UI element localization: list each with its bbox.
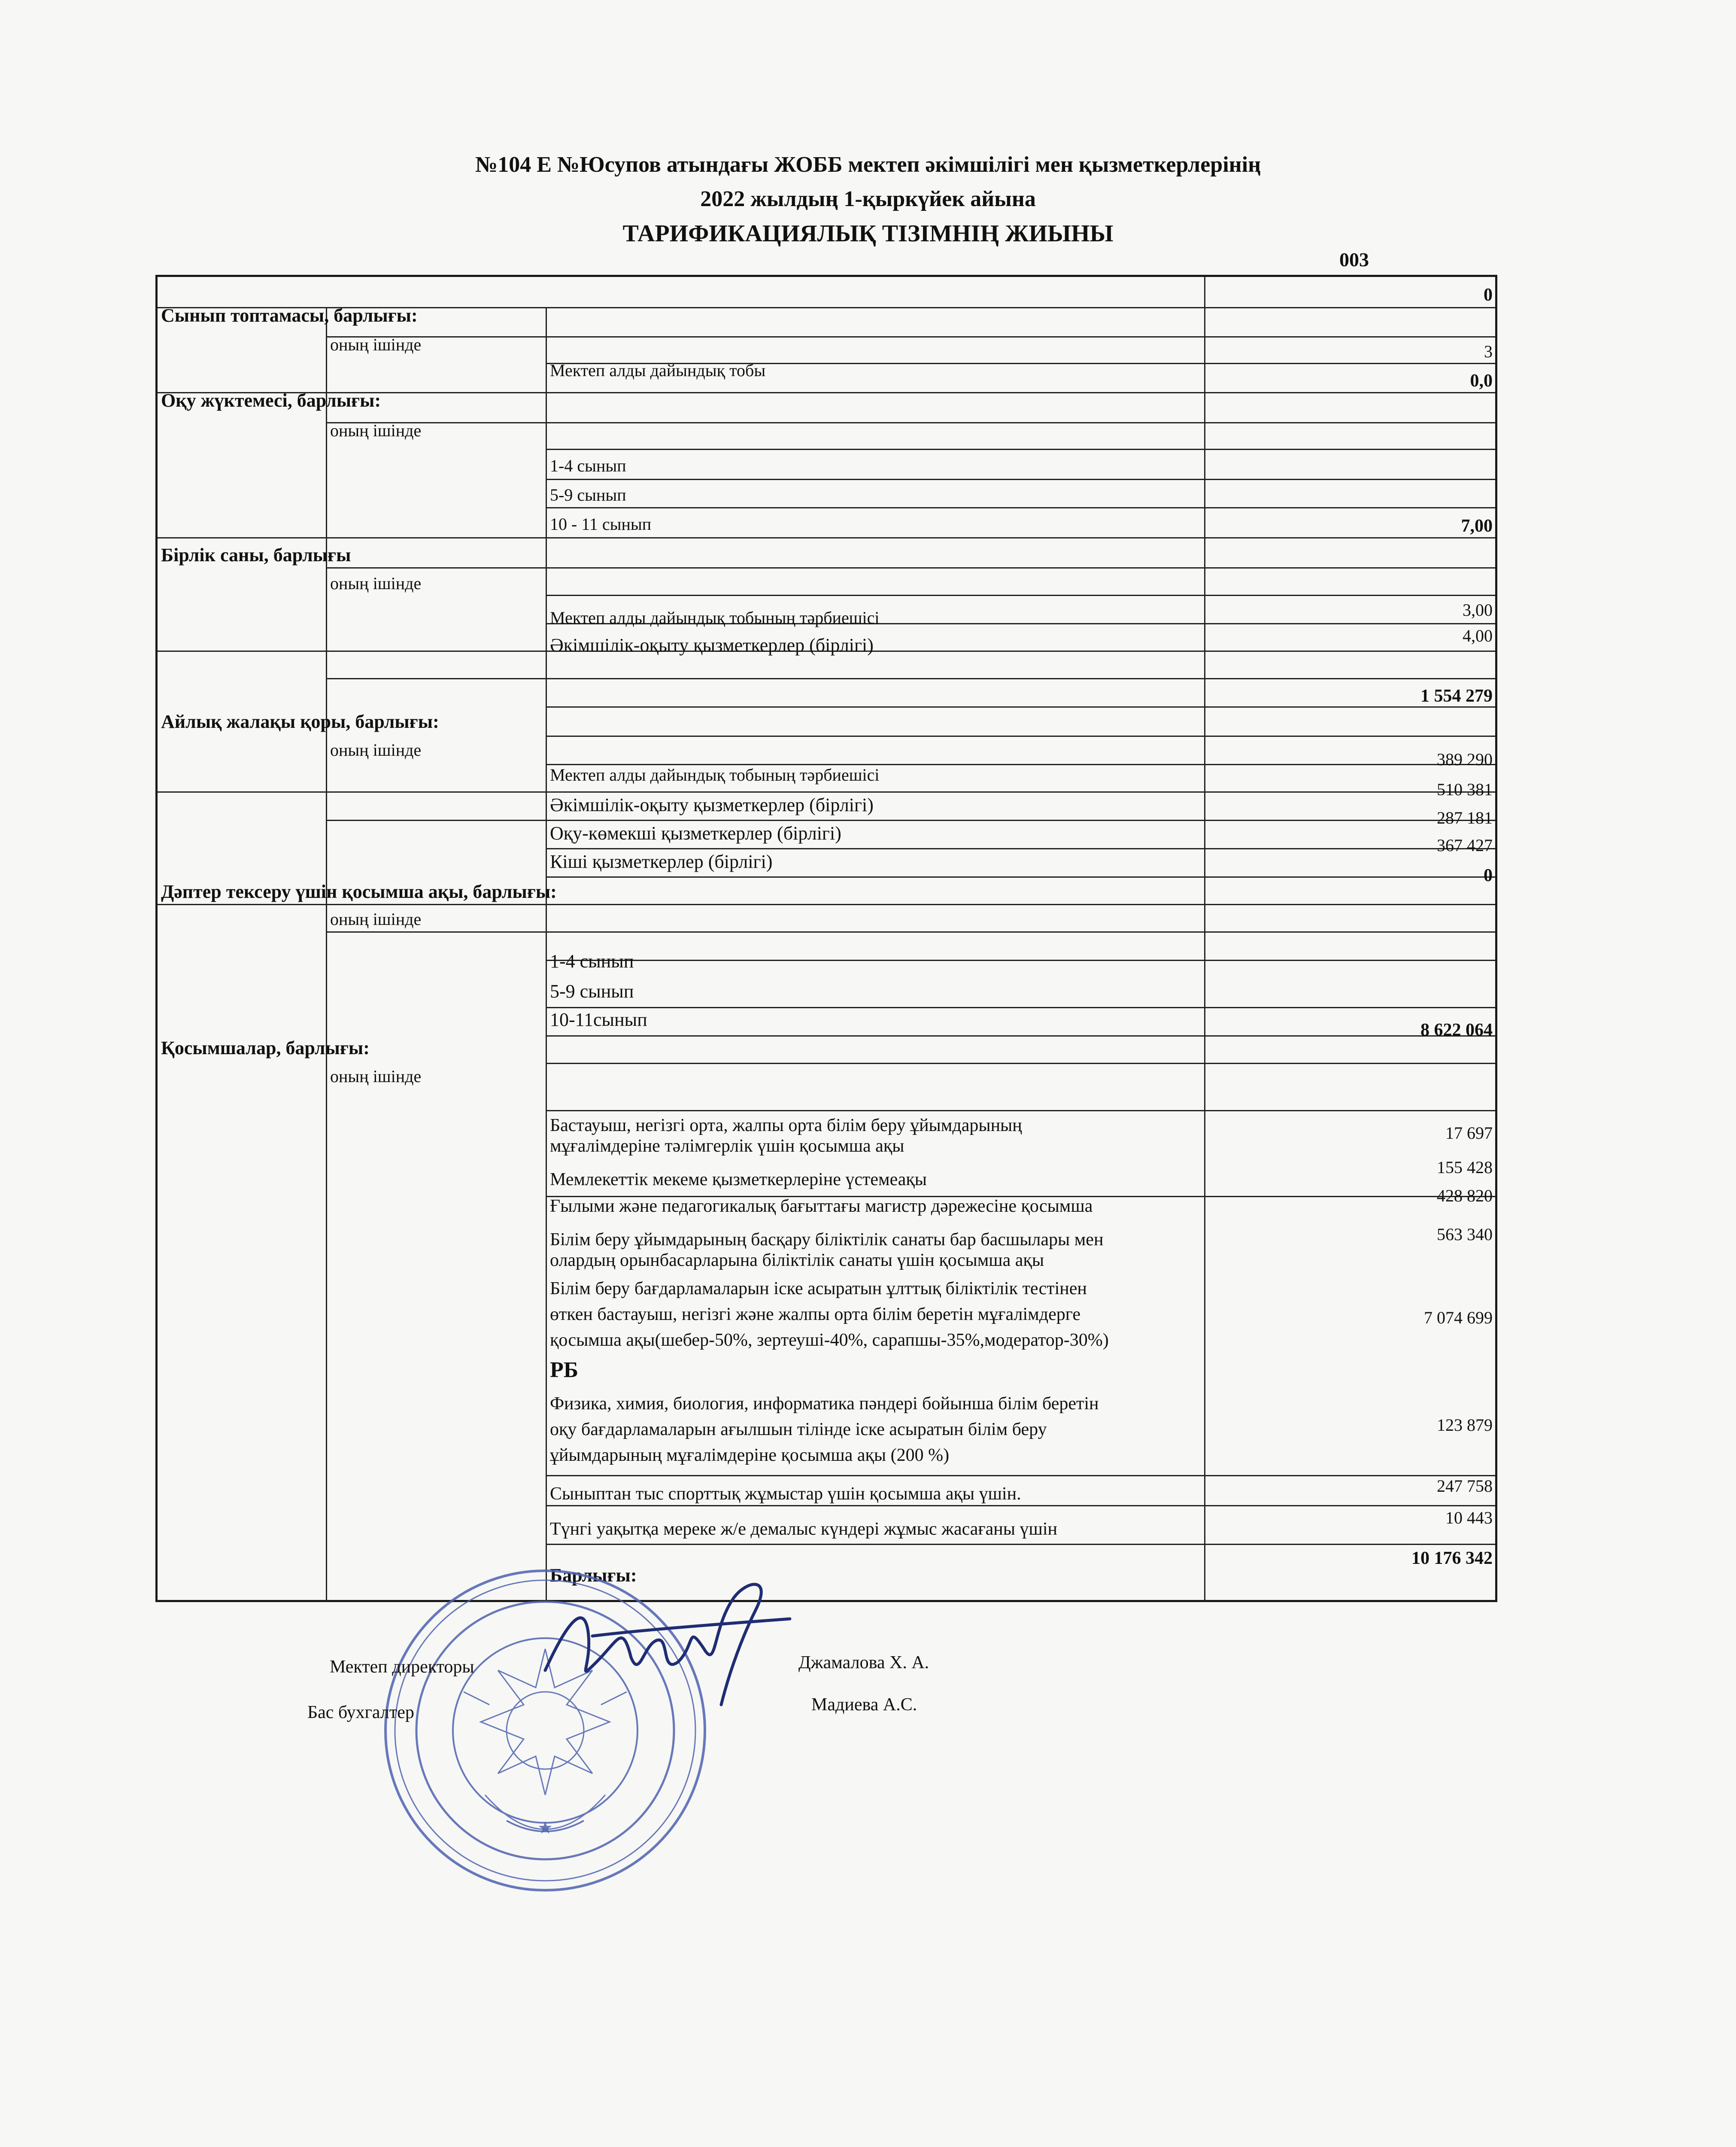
row-label: Ғылыми және педагогикалық бағыттағы магистр дәрежесіне қосымша [550,1196,1093,1216]
row-value: 287 181 [1437,808,1493,827]
section-total: 8 622 064 [1420,1020,1493,1040]
section-label: Айлық жалақы қоры, барлығы: [161,711,439,732]
row-value: 123 879 [1437,1415,1493,1435]
row-value: 367 427 [1437,836,1493,855]
section-total: 0 [1484,866,1493,885]
document-title-line1: №104 Е №Юсупов атындағы ЖОББ мектеп әкімшілігі мен қызметкерлерінің [475,152,1261,177]
row-label: Мемлекеттік мекеме қызметкерлеріне үстемеақы [550,1170,927,1189]
row-value: 4,00 [1463,626,1493,645]
row-label-line: қосымша ақы(шебер-50%, зертеуші-40%, сарапшы-35%,модератор-30%) [550,1330,1109,1350]
grand-total-label: Барлығы: [550,1565,637,1586]
sub-label: оның ішінде [330,335,422,354]
director-signature [532,1572,807,1713]
section-total: 7,00 [1461,516,1493,536]
row-value: 510 381 [1437,780,1493,799]
row-label-line: мұғалімдеріне тәлімгерлік үшін қосымша ақы [550,1136,904,1156]
section-total: 1 554 279 [1420,686,1493,706]
row-label-line: Білім беру бағдарламаларын іске асыратын ұлттық біліктілік тестінен [550,1279,1087,1299]
section-total: 0 [1484,285,1493,305]
row-label-line: Бастауыш, негізгі орта, жалпы орта білім беру ұйымдарының [550,1116,1022,1135]
accountant-label: Бас бухгалтер [307,1703,414,1722]
row-label-line: өткен бастауыш, негізгі және жалпы орта білім беретін мұғалімдерге [550,1305,1081,1324]
director-name: Джамалова Х. А. [798,1653,929,1673]
row-label: 1-4 сынып [550,456,626,475]
row-label-line: олардың орынбасарларына біліктілік санаты үшін қосымша ақы [550,1250,1044,1270]
sub-label: оның ішінде [330,574,422,593]
row-value: 3,00 [1463,600,1493,620]
row-value: 247 758 [1437,1476,1493,1496]
accountant-name: Мадиева А.С. [811,1695,917,1715]
row-label: 10-11сынып [550,1009,647,1030]
row-label-line: оқу бағдарламаларын ағылшын тілінде іске асыратын білім беру [550,1420,1047,1439]
rb-label: РБ [550,1358,579,1382]
row-label: Мектеп алды дайындық тобы [550,361,766,380]
section-label: Қосымшалар, барлығы: [161,1037,370,1058]
row-label: Әкімшілік-оқыту қызметкерлер (бірлігі) [550,635,874,656]
section-label: Оқу жүктемесі, барлығы: [161,390,381,411]
grand-total-value: 10 176 342 [1411,1548,1493,1568]
sub-label: оның ішінде [330,421,422,440]
sub-label: оның ішінде [330,909,422,929]
section-total: 0,0 [1470,371,1493,391]
section-label: Дәптер тексеру үшін қосымша ақы, барлығы: [161,881,557,902]
row-label-line: Физика, химия, биология, информатика пәндері бойынша білім беретін [550,1394,1099,1414]
row-label-line: Білім беру ұйымдарының басқару біліктілік санаты бар басшылары мен [550,1230,1104,1250]
tarification-table [155,275,1497,1602]
row-value: 7 074 699 [1424,1308,1493,1327]
row-label: Мектеп алды дайындық тобының тәрбиешісі [550,608,880,627]
row-value: 10 443 [1445,1508,1493,1527]
svg-text:★: ★ [537,1818,553,1838]
row-label: Түнгі уақытқа мереке ж/е демалыс күндері жұмыс жасағаны үшін [550,1519,1057,1539]
row-label: 5-9 сынып [550,981,634,1002]
section-label: Бірлік саны, барлығы [161,544,351,566]
row-label: Оқу-көмекші қызметкерлер (бірлігі) [550,823,841,844]
row-value: 428 820 [1437,1186,1493,1205]
row-value: 389 290 [1437,750,1493,769]
section-label: Сынып топтамасы, барлығы: [161,305,418,326]
document-title-line2: 2022 жылдың 1-қыркүйек айына [700,187,1036,211]
row-label: 1-4 сынып [550,951,634,972]
row-label: 5-9 сынып [550,485,626,505]
row-label: Сыныптан тыс спорттық жұмыстар үшін қосымша ақы үшін. [550,1484,1021,1504]
row-label: Әкімшілік-оқыту қызметкерлер (бірлігі) [550,794,874,815]
row-label: 10 - 11 сынып [550,514,652,534]
document-title-line3: ТАРИФИКАЦИЯЛЫҚ ТІЗІМНІҢ ЖИЫНЫ [622,220,1114,247]
sub-label: оның ішінде [330,740,422,760]
row-value: 155 428 [1437,1158,1493,1177]
sub-label: оның ішінде [330,1067,422,1086]
row-label-line: ұйымдарының мұғалімдеріне қосымша ақы (200 %) [550,1445,950,1465]
director-label: Мектеп директоры [330,1657,474,1677]
row-value: 3 [1484,342,1493,361]
row-label: Кіші қызметкерлер (бірлігі) [550,851,773,872]
row-value: 17 697 [1445,1123,1493,1143]
document-code: 003 [1339,249,1369,271]
row-label: Мектеп алды дайындық тобының тәрбиешісі [550,765,880,785]
row-value: 563 340 [1437,1225,1493,1244]
